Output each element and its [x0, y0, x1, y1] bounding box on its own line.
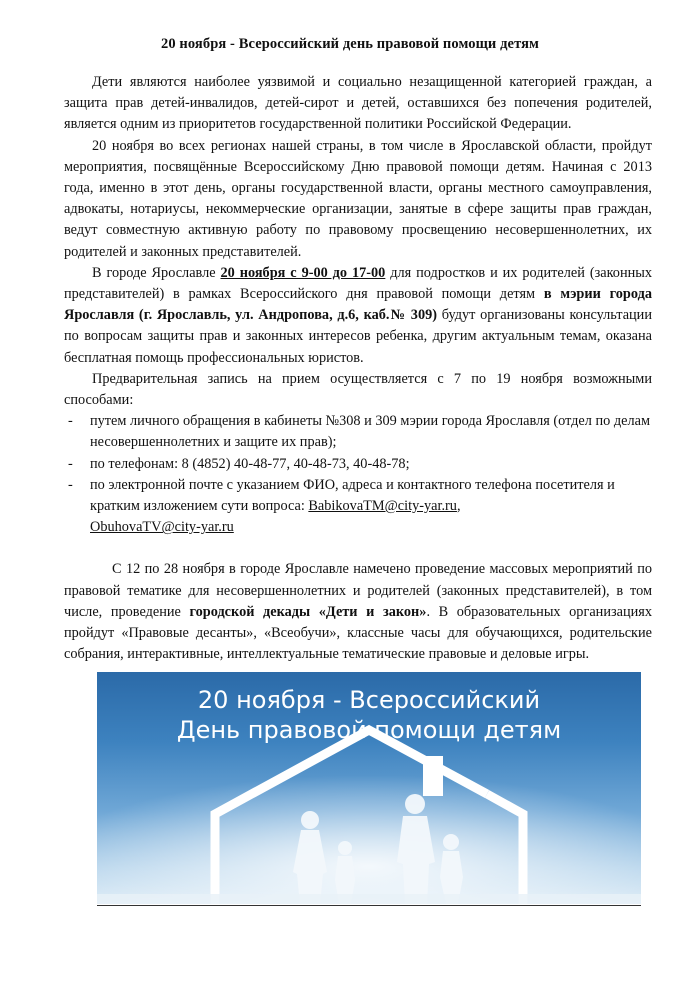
paragraph-decade-part2: . В образовательных организациях пройдут «Правовые десанты», «Всеобучи», классные часы для обучающихся, родительские собрания, интерактивные, интеллектуальные тематические правовые и деловые игры. [64, 603, 652, 663]
ground-strip [97, 894, 641, 904]
banner-title-line1: 20 ноября - Всероссийский [197, 686, 541, 714]
paragraph-yaroslavl-part1: В городе Ярославле [92, 264, 221, 281]
list-dash: - [68, 455, 73, 472]
paragraph-yaroslavl [64, 263, 652, 369]
paragraph-regions: 20 ноября во всех регионах нашей страны, в том числе в Ярославской области, пройдут мероприятия, посвящённые Всероссийскому Дню правовой помощи детям. Начиная с 2013 года, именно в этот день, органы государственной власти, органы местного самоуправления, адвокаты, нотариусы, некоммерческие организации, занятые в сфере защиты прав граждан, ведут совместную активную работу по правовому просвещению несовершеннолетних, их родителей и законных представителей. [64, 137, 652, 260]
list-dash: - [68, 476, 73, 493]
banner-bottom-rule [97, 905, 641, 906]
list-dash: - [68, 413, 73, 430]
list-item-text: путем личного обращения в кабинеты №308 и 309 мэрии города Ярославля (отдел по делам несовершеннолетних и защите их прав); [90, 413, 651, 451]
house-chimney-icon [423, 756, 443, 796]
paragraph-decade-part1: С 12 по 28 ноября в городе Ярославле намечено проведение массовых мероприятий по правовой тематике для несовершеннолетних и родителей (законных представителей), в том числе, проведение [64, 561, 652, 620]
list-item-text: по электронной почте с указанием ФИО, адреса и контактного телефона посетителя и кратким изложением сути вопроса: [90, 476, 615, 515]
paragraph-yaroslavl-part2: для подростков и их родителей (законных представителей) в рамках Всероссийского дня правовой помощи детям [64, 264, 653, 303]
email-link-babikova[interactable]: BabikovaTM@city-yar.ru [308, 498, 457, 515]
document-body [64, 72, 652, 665]
list-item [64, 454, 652, 475]
paragraph-intro: Дети являются наиболее уязвимой и социально незащищенной категорией граждан, а защита прав детей-инвалидов, детей-сирот и детей, оставшихся без попечения родителей, является одним из приоритетов государственной политики Российской Федерации. [64, 74, 652, 133]
paragraph-decade [64, 559, 652, 665]
consultation-time: 20 ноября с 9-00 до 17-00 [220, 264, 386, 281]
page-title: 20 ноября - Всероссийский день правовой помощи детям [160, 36, 540, 52]
decade-name: городской декады «Дети и закон» [189, 603, 427, 620]
banner-image [97, 672, 641, 904]
list-item [64, 475, 652, 539]
paragraph-yaroslavl-part3: будут организованы консультации по вопросам защиты прав и законных интересов ребенка, другим актуальным темам, оказана бесплатная помощь профессиональных юристов. [64, 307, 652, 366]
email-link-obuhova[interactable]: ObuhovaTV@city-yar.ru [90, 519, 234, 536]
paragraph-registration: Предварительная запись на прием осуществляется с 7 по 19 ноября возможными способами: [64, 370, 652, 409]
list-item-text: по телефонам: 8 (4852) 40-48-77, 40-48-73, 40-48-78; [90, 455, 410, 472]
light-glow [97, 752, 641, 904]
paragraph-gap [64, 538, 652, 559]
email-separator: , [456, 498, 461, 515]
registration-methods-list [64, 411, 652, 538]
consultation-place: в мэрии города Ярославля (г. Ярославль, ул. Андропова, д.6, каб.№ 309) [64, 286, 652, 324]
banner-title-line2: День правовой помощи детям [176, 716, 562, 744]
list-item [64, 411, 652, 453]
